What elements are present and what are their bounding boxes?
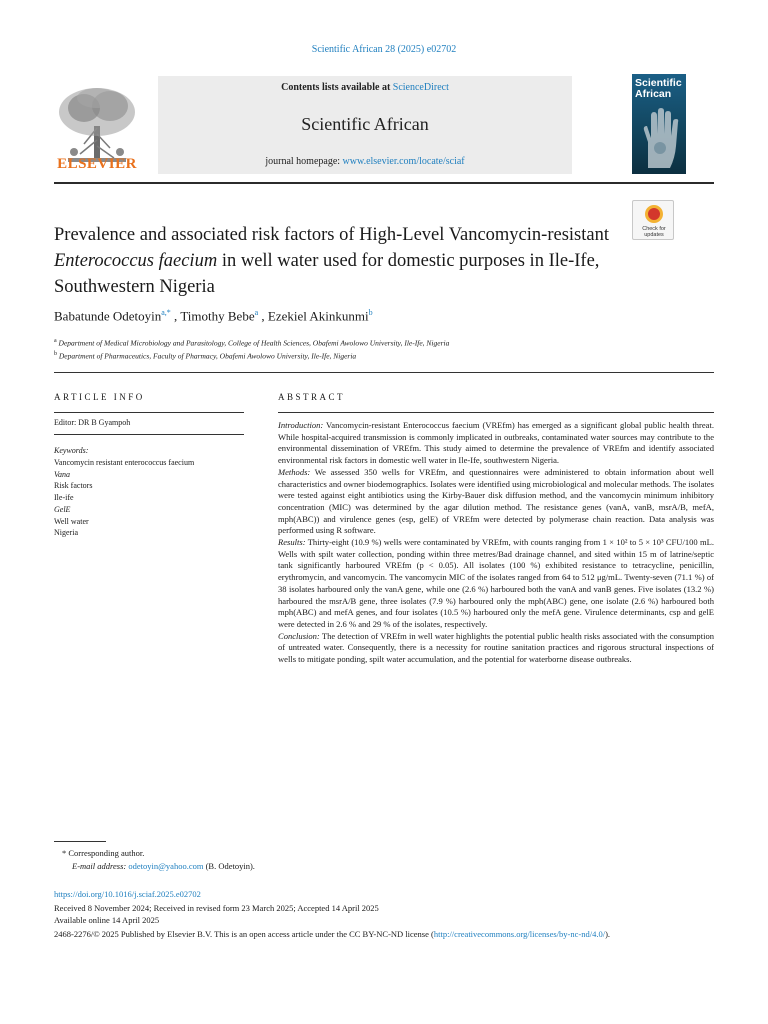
abstract-label: Conclusion: [278, 630, 320, 641]
title-part-1: Prevalence and associated risk factors of High-Level Vancomycin-resistant [54, 225, 609, 245]
title-part-species: Enterococcus faecium [54, 251, 218, 271]
affiliation-item [54, 336, 674, 349]
keywords-heading: Keywords: [54, 446, 89, 455]
keyword-item[interactable]: Well water [54, 516, 89, 526]
email-note [72, 861, 255, 871]
author-name[interactable]: Timothy Bebe [180, 308, 255, 324]
abstract-text: Thirty-eight (10.9 %) wells were contaminated by VREfm, with counts ranging from 1 × 10² to 5 × 10³ CFU/100 mL. Wells with spilt water collection, ponding within three metres/Bad drainage channel, and sited within 15 m of latrine/septic tank significantly harboured VREfm (p < 0.05). All isolates (100 %) exhibited resistance to tetracycline, penicillin, erythromycin, and vancomycin. The vancomycin MIC of the isolates ranged from 64 to 512 μg/mL. Twenty-seven (71.1 %) of 38 isolates harboured only the vanA gene, while one (2.6 %) harboured both the vanA and vanB genes. Five isolates (13.2 %) harboured the msrA/B gene, three isolates (7.9 %) harboured only the mph(ABC) gene, one isolate (2.6 %) harboured both mph(ABC) and mefA genes, and four isolates (10.5 %) harboured only the mefA gene. Virulence determinants, csp and gelE were detected in 2.6 % and 29 % of the isolates, respectively. [278, 537, 714, 629]
author-separator: , [258, 308, 268, 324]
header-divider [54, 182, 714, 184]
author-name[interactable]: Ezekiel Akinkunmi [267, 308, 369, 324]
affiliation-item [54, 349, 674, 362]
keyword-item[interactable]: Vana [54, 469, 70, 479]
journal-title: Scientific African [301, 114, 429, 134]
abstract-conclusion [278, 631, 714, 666]
email-link[interactable]: odetoyin@yahoo.com [128, 861, 204, 871]
journal-homepage-link[interactable]: www.elsevier.com/locate/sciaf [342, 156, 465, 167]
abstract-results [278, 537, 714, 631]
abstract-label: Methods: [278, 466, 311, 477]
author-name[interactable]: Babatunde Odetoyin [54, 308, 162, 324]
keyword-item[interactable]: Vancomycin resistant enterococcus faecium [54, 458, 195, 467]
journal-homepage-line [158, 156, 572, 167]
article-title [54, 222, 634, 300]
abstract-rule [278, 412, 714, 413]
author-list [54, 308, 674, 324]
corresponding-author-note: * Corresponding author. [62, 848, 145, 858]
abstract-introduction [278, 420, 714, 467]
license-statement [54, 928, 714, 940]
keyword-item[interactable]: Nigeria [54, 528, 78, 538]
author-separator: , [170, 308, 181, 324]
abstract-text: We assessed 350 wells for VREfm, and questionnaires were administered to obtain information about well characteristics and owner biodemographics. Isolates were identified using microbiological and molecular methods. The isolates were tested against eight antibiotics using the Kirby-Bauer disk diffusion method, and the vancomycin minimum inhibitory concentration (MIC) was determined by the agar dilution method. The resistance genes (vanA, vanB, msrA/B, mefA, mph(ABC)) and virulence genes (esp, gelE) of VREfm were detected by polymerase chain reaction. Data analysis was performed using R software. [278, 466, 714, 536]
email-label: E-mail address: [72, 861, 127, 871]
check-for-updates-button[interactable] [632, 200, 674, 240]
affiliations [54, 336, 674, 361]
abstract-methods [278, 467, 714, 537]
contents-prefix: Contents lists available at [281, 82, 393, 93]
author-affil-mark[interactable]: a,* [161, 308, 171, 317]
editor-line: Editor: DR B Gyampoh [54, 418, 131, 427]
keywords-rule [54, 434, 244, 435]
keywords-list [54, 457, 244, 539]
keyword-item[interactable]: Risk factors [54, 481, 93, 491]
keyword-item[interactable]: GelE [54, 504, 71, 514]
article-info-rule [54, 412, 244, 413]
abstract-heading: ABSTRACT [278, 392, 346, 402]
homepage-prefix: journal homepage: [265, 156, 343, 167]
bookmark-icon [645, 205, 663, 223]
affiliation-mark: a [54, 338, 57, 344]
license-suffix: ). [605, 929, 611, 939]
journal-masthead [158, 76, 572, 174]
available-online-date: Available online 14 April 2025 [54, 915, 160, 925]
affiliation-text: Department of Medical Microbiology and Parasitology, College of Health Sciences, Obafemi Awolowo University, Ile-Ife, Nigeria [58, 338, 450, 348]
doi-link[interactable]: https://doi.org/10.1016/j.sciaf.2025.e02702 [54, 889, 201, 899]
journal-header [54, 70, 682, 176]
section-divider [54, 372, 714, 373]
license-link[interactable]: http://creativecommons.org/licenses/by-nc-nd/4.0/ [433, 929, 606, 939]
author-affil-mark[interactable]: b [368, 308, 373, 317]
hand-icon [638, 108, 682, 170]
article-info-heading: ARTICLE INFO [54, 392, 145, 402]
cover-title: Scientific African [635, 77, 682, 100]
publisher-logo-text: ELSEVIER [57, 156, 137, 172]
journal-cover-image[interactable] [632, 74, 686, 174]
abstract-text: The detection of VREfm in well water highlights the potential public health risks associated with the consumption of untreated water. Consequently, there is a necessity for routine sanitation practices and rigorous structural inspections of wells to mitigate ponding, spilt water accumulation, and the potential for waterborne disease outbreaks. [278, 630, 714, 665]
journal-reference-link[interactable]: Scientific African 28 (2025) e02702 [311, 44, 457, 55]
keyword-item[interactable]: Ile-ife [54, 493, 74, 503]
affiliation-mark: b [54, 350, 57, 357]
sciencedirect-link[interactable]: ScienceDirect [392, 82, 449, 93]
check-for-updates-label: Check for updates [642, 226, 666, 238]
affiliation-text: Department of Pharmaceutics, Faculty of Pharmacy, Obafemi Awolowo University, Ile-Ife, Nigeria [58, 351, 357, 360]
contents-available-line [158, 82, 572, 93]
article-history: Received 8 November 2024; Received in revised form 23 March 2025; Accepted 14 April 2025 [54, 903, 379, 913]
author-affil-mark[interactable]: a [254, 308, 259, 317]
abstract-text: Vancomycin-resistant Enterococcus faecium (VREfm) has emerged as a significant global public health threat. While hospital-acquired transmission is commonly implicated in outbreaks, contaminated water sources may contribute to the environmental dissemination of VREfm. This study aimed to determine the prevalence of VREfm and identify associated environmental risk factors in domestic well water in Ile-Ife, southwestern Nigeria. [278, 420, 714, 466]
abstract-body [278, 420, 714, 666]
license-text: 2468-2276/© 2025 Published by Elsevier B.V. This is an open access article under the CC BY-NC-ND license ( [54, 929, 434, 939]
abstract-label: Results: [278, 537, 306, 548]
footnote-rule [54, 841, 106, 842]
email-suffix: (B. Odetoyin). [203, 861, 255, 871]
title-part-2: in well water used for domestic purposes in Ile-Ife, Southwestern Nigeria [54, 251, 600, 297]
abstract-label: Introduction: [278, 420, 324, 430]
